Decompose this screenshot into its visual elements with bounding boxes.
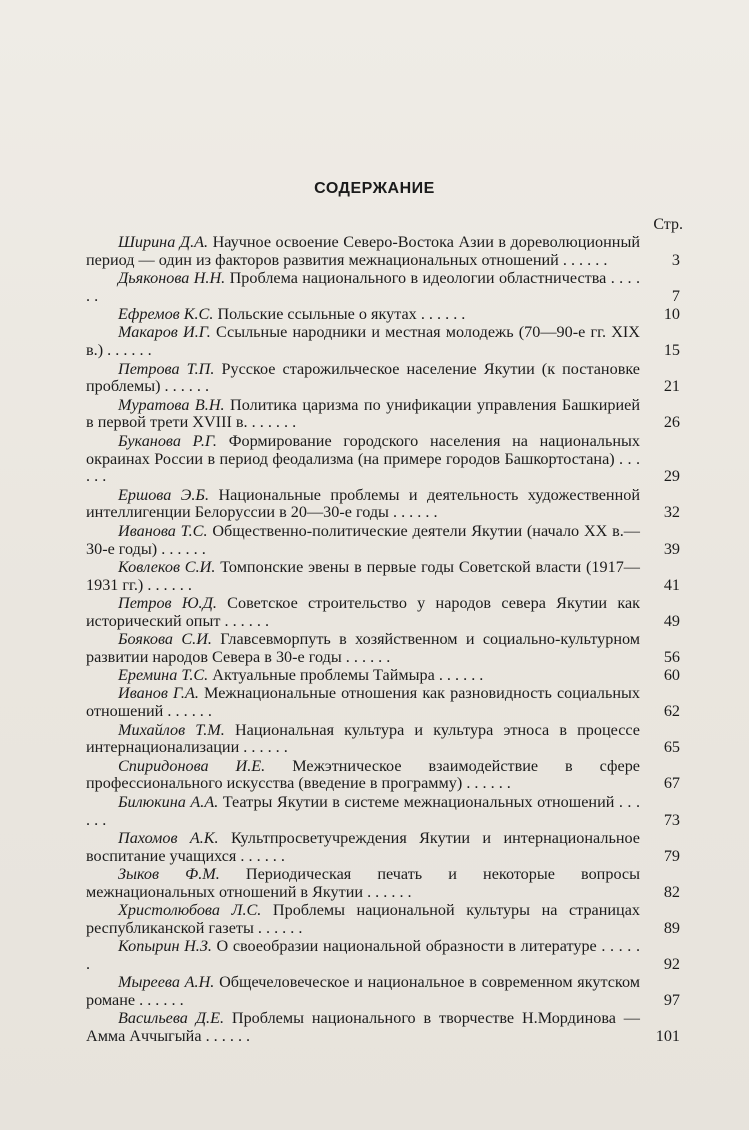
toc-entry-leader: . . . . . .	[201, 1027, 251, 1046]
toc-entry-title: Проблемы национальной культуры на страницах республиканской газеты	[86, 900, 640, 937]
toc-entry-leader: . . . . . .	[135, 990, 184, 1009]
toc-entry-leader: . . . . . .	[239, 738, 288, 757]
toc-entry-author: Ефремов К.С.	[118, 305, 214, 324]
toc-entry-author: Боякова С.И.	[118, 630, 212, 649]
toc-entry-author: Петров Ю.Д.	[118, 593, 217, 612]
toc-entry-page: 67	[663, 774, 680, 793]
toc-entry	[86, 902, 686, 938]
toc-entry-author: Иванов Г.А.	[118, 684, 199, 703]
toc-entry-leader: . . . . . .	[416, 305, 466, 324]
toc-entry-page: 3	[671, 250, 680, 269]
toc-entry-author: Ширина Д.А.	[118, 233, 209, 251]
toc-entry-leader: . . . . . .	[86, 792, 641, 829]
toc-entry-leader: . . . . . .	[143, 575, 192, 594]
toc-entry-title: Межнациональные отношения как разновидность социальных отношений	[86, 684, 641, 721]
toc-entry-text	[86, 974, 686, 1010]
toc-entry-text	[86, 270, 686, 306]
toc-entry-text	[86, 324, 686, 360]
toc-entry-leader: . . . . . .	[558, 250, 608, 269]
toc-entry-author: Петрова Т.П.	[118, 359, 215, 378]
toc-entry-leader: . . . . . .	[163, 702, 212, 721]
toc-entry-author: Мыреева А.Н.	[118, 973, 215, 992]
toc-entry-leader: . . . . . .	[462, 774, 511, 793]
toc-entry	[86, 234, 686, 270]
toc-entry-page: 97	[663, 990, 680, 1009]
toc-entry-leader: . . . . . .	[253, 918, 303, 937]
toc-entry-leader: . . . . . .	[157, 539, 206, 558]
toc-entry-title: Общечеловеческое и национальное в современном якутском романе	[86, 973, 641, 1009]
toc-entry-text	[86, 234, 686, 270]
toc-entry-author: Еремина Т.С.	[118, 666, 209, 685]
toc-entry-page: 101	[655, 1027, 680, 1046]
toc-entry-author: Дьяконова Н.Н.	[118, 269, 226, 288]
toc-entry-author: Михайлов Т.М.	[118, 720, 225, 739]
toc-entry	[86, 433, 686, 486]
toc-entry-title: Формирование городского населения на национальных окраинах России в период феодализма (на примере городов Башкортостана)	[86, 431, 640, 468]
toc-entry-page: 26	[663, 413, 680, 432]
toc-entry	[86, 685, 686, 721]
toc-entry-text	[86, 397, 686, 433]
toc-entry-leader: . . . . . .	[86, 937, 641, 973]
toc-entry-page: 10	[663, 305, 680, 324]
toc-entry-text	[86, 866, 686, 902]
toc-entry	[86, 559, 686, 595]
toc-entry-leader: . . . . . .	[363, 882, 412, 901]
toc-entry-page: 73	[663, 810, 680, 829]
toc-entry-page: 82	[663, 882, 680, 901]
toc-entry-leader: . . . . . .	[103, 341, 152, 360]
toc-entry-page: 21	[663, 377, 680, 396]
toc-entry	[86, 631, 686, 667]
pages-column-header: Стр.	[653, 216, 683, 233]
toc-entry-author: Буканова Р.Г.	[118, 431, 217, 450]
toc-entry-page: 49	[663, 611, 680, 630]
toc-entry-text	[86, 938, 686, 974]
toc-entry-page: 29	[663, 467, 680, 486]
toc-entry-text	[86, 758, 686, 794]
toc-entry-title: Театры Якутии в системе межнациональных отношений	[222, 792, 615, 811]
toc-entry-title: Советское строительство у народов севера Якутии как исторический опыт	[86, 593, 640, 630]
toc-entry	[86, 974, 686, 1010]
toc-entry	[86, 306, 686, 324]
toc-entry-leader: . . . . . .	[86, 449, 641, 486]
toc-entry-title: О своеобразии национальной образности в литературе	[216, 937, 597, 956]
toc-entry-text	[86, 667, 686, 685]
toc-entry	[86, 938, 686, 974]
toc-entry-text	[86, 487, 686, 523]
table-of-contents	[86, 234, 686, 1046]
toc-entry-text	[86, 306, 686, 324]
toc-entry-author: Ковлеков С.И.	[118, 557, 216, 576]
toc-entry-text	[86, 902, 686, 938]
toc-entry	[86, 270, 686, 306]
toc-entry-page: 56	[663, 647, 680, 666]
toc-entry-leader: . . . . . .	[220, 611, 269, 630]
toc-entry-page: 92	[663, 954, 680, 973]
toc-entry	[86, 667, 686, 685]
toc-entry-title: Проблема национального в идеологии областничества	[229, 269, 607, 288]
toc-entry-text	[86, 794, 686, 830]
toc-entry-page: 32	[663, 503, 680, 522]
toc-entry-author: Пахомов А.К.	[118, 828, 219, 847]
toc-entry-text	[86, 433, 686, 486]
toc-entry-text	[86, 722, 686, 758]
toc-entry	[86, 758, 686, 794]
toc-entry	[86, 722, 686, 758]
toc-entry-author: Макаров И.Г.	[118, 323, 211, 342]
toc-entry-author: Муратова В.Н.	[118, 395, 225, 414]
toc-entry-author: Зыков Ф.М.	[118, 864, 220, 883]
toc-entry-page: 62	[663, 702, 680, 721]
toc-entry-title: Национальная культура и культура этноса в процессе интернационализации	[86, 720, 640, 757]
toc-entry-text	[86, 595, 686, 631]
toc-entry-author: Спиридонова И.Е.	[118, 756, 266, 775]
toc-entry	[86, 324, 686, 360]
toc-entry-text	[86, 523, 686, 559]
toc-entry	[86, 523, 686, 559]
toc-entry-author: Копырин Н.З.	[118, 937, 212, 956]
toc-entry	[86, 595, 686, 631]
toc-entry-title: Польские ссыльные о якутах	[217, 305, 417, 324]
toc-entry	[86, 866, 686, 902]
toc-entry-page: 79	[663, 846, 680, 865]
toc-entry-author: Ершова Э.Б.	[118, 485, 210, 504]
toc-entry-page: 15	[663, 341, 680, 360]
toc-entry-title: Главсевморпуть в хозяйственном и социально-культурном развитии народов Севера в 30-е годы	[86, 630, 641, 666]
toc-entry-author: Иванова Т.С.	[118, 521, 208, 540]
toc-entry	[86, 794, 686, 830]
toc-entry-page: 60	[663, 666, 680, 685]
toc-entry-leader: . . . . . .	[247, 413, 297, 432]
toc-entry-text	[86, 631, 686, 667]
toc-entry-text	[86, 1010, 686, 1046]
toc-entry-leader: . . . . . .	[160, 377, 210, 396]
toc-entry-leader: . . . . . .	[434, 666, 484, 685]
page-title: СОДЕРЖАНИЕ	[314, 180, 435, 197]
toc-entry-title: Томпонские эвены в первые годы Советской власти (1917—1931 гг.)	[86, 557, 640, 594]
toc-entry-text	[86, 830, 686, 866]
toc-entry-title: Научное освоение Северо-Востока Азии в дореволюционный период — один из факторов развития межнациональных отношений	[86, 233, 641, 269]
toc-entry-title: Проблемы национального в творчестве Н.Мординова — Амма Аччыгыйа	[86, 1009, 640, 1046]
toc-entry-title: Общественно-политические деятели Якутии (начало XX в.—30-е годы)	[86, 521, 640, 558]
toc-entry-leader: . . . . . .	[86, 269, 641, 305]
toc-entry-text	[86, 685, 686, 721]
toc-entry-title: Межэтническое взаимодействие в сфере профессионального искусства (введение в программу)	[86, 756, 640, 793]
toc-entry-title: Актуальные проблемы Таймыра	[212, 666, 435, 685]
toc-entry-text	[86, 559, 686, 595]
toc-entry-page: 41	[663, 575, 680, 594]
toc-entry-title: Культпросветучреждения Якутии и интернациональное воспитание учащихся	[86, 828, 640, 865]
toc-entry	[86, 397, 686, 433]
toc-entry-text	[86, 361, 686, 397]
toc-entry-page: 7	[671, 286, 680, 305]
toc-entry-author: Билюкина А.А.	[118, 792, 219, 811]
toc-entry	[86, 830, 686, 866]
toc-entry	[86, 487, 686, 523]
toc-entry-title: Периодическая печать и некоторые вопросы межнациональных отношений в Якутии	[86, 864, 640, 901]
toc-entry-page: 39	[663, 539, 680, 558]
toc-entry-title: Национальные проблемы и деятельность художественной интеллигенции Белоруссии в 20—30-е годы	[86, 485, 641, 522]
toc-entry-title: Политика царизма по унификации управления Башкирией в первой трети XVIII в.	[86, 395, 641, 432]
toc-entry-title: Русское старожильческое население Якутии (к постановке проблемы)	[86, 359, 640, 396]
toc-entry-author: Христолюбова Л.С.	[118, 900, 262, 919]
toc-entry-leader: . . . . . .	[341, 647, 391, 666]
toc-entry-page: 65	[663, 738, 680, 757]
toc-entry-leader: . . . . . .	[388, 503, 438, 522]
toc-entry-author: Васильева Д.Е.	[118, 1009, 225, 1028]
toc-entry-page: 89	[663, 918, 680, 937]
toc-entry-leader: . . . . . .	[236, 846, 285, 865]
toc-entry	[86, 1010, 686, 1046]
toc-entry	[86, 361, 686, 397]
toc-entry-title: Ссыльные народники и местная молодежь (70—90-е гг. XIX в.)	[86, 323, 640, 360]
